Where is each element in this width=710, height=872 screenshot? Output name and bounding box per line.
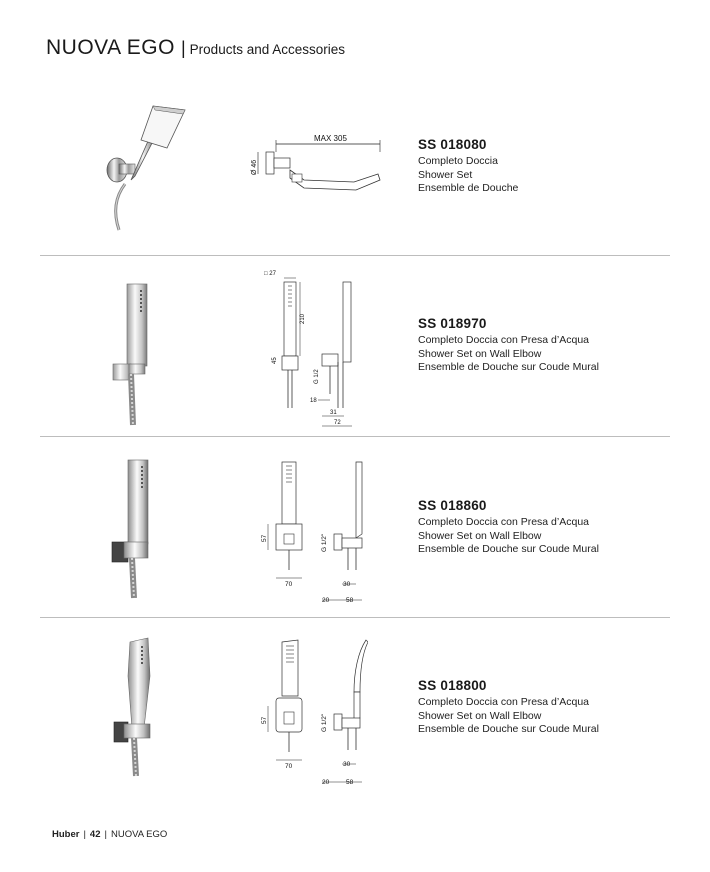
product-info-ss018970 — [418, 316, 599, 375]
product-info-ss018080 — [418, 137, 518, 196]
section-divider — [40, 255, 670, 256]
dim-c-label: 58 — [346, 779, 354, 786]
product-photo-ss018970 — [105, 282, 155, 427]
description-fr: Ensemble de Douche sur Coude Mural — [418, 361, 599, 373]
technical-drawing-ss018800 — [256, 636, 368, 788]
technical-drawing-ss018860 — [256, 458, 368, 606]
product-code: SS 018860 — [418, 498, 487, 513]
dim-square-label: □ 27 — [264, 271, 276, 277]
dim-height-label: 210 — [300, 313, 306, 324]
description-it: Completo Doccia — [418, 155, 498, 167]
footer-series: NUOVA EGO — [110, 829, 168, 840]
footer-separator: | — [83, 829, 86, 840]
description-fr: Ensemble de Douche sur Coude Mural — [418, 543, 599, 555]
dim-b-label: 31 — [330, 410, 337, 416]
page-footer — [52, 829, 167, 840]
dim-a-label: 18 — [310, 398, 317, 404]
description-en: Shower Set on Wall Elbow — [418, 529, 542, 542]
series-title: NUOVA EGO — [46, 36, 175, 59]
description-it: Completo Doccia con Presa d’Acqua — [418, 516, 590, 528]
page-header — [46, 36, 345, 60]
dim-height-label: 57 — [261, 534, 268, 542]
product-code: SS 018800 — [418, 678, 487, 693]
product-code: SS 018970 — [418, 316, 487, 331]
description-en: Shower Set — [418, 168, 473, 181]
dim-width-label: 70 — [285, 581, 293, 588]
description-it: Completo Doccia con Presa d’Acqua — [418, 696, 590, 708]
footer-separator: | — [104, 829, 107, 840]
dim-thread-label: G 1/2" — [321, 533, 328, 552]
page-number: 42 — [89, 829, 101, 840]
technical-drawing-ss018970 — [256, 266, 366, 432]
dim-thread-label: G 1/2" — [321, 713, 328, 732]
dim-height-label: 57 — [261, 716, 268, 724]
dim-max-label: MAX 305 — [314, 134, 347, 143]
dim-a-label: 30 — [343, 581, 351, 588]
footer-brand: Huber — [52, 829, 80, 840]
description-it: Completo Doccia con Presa d’Acqua — [418, 334, 590, 346]
product-photo-ss018080 — [95, 102, 195, 234]
dim-width-label: 45 — [272, 357, 278, 364]
dim-c-label: 72 — [334, 420, 341, 426]
description-en: Shower Set on Wall Elbow — [418, 709, 542, 722]
header-separator: | — [180, 38, 186, 58]
product-code: SS 018080 — [418, 137, 487, 152]
dim-a-label: 30 — [343, 761, 351, 768]
product-info-ss018860 — [418, 498, 599, 557]
description-en: Shower Set on Wall Elbow — [418, 347, 542, 360]
description-fr: Ensemble de Douche sur Coude Mural — [418, 723, 599, 735]
dim-thread-label: G 1/2 — [314, 369, 320, 384]
dim-b-label: 20 — [322, 597, 330, 604]
product-info-ss018800 — [418, 678, 599, 737]
product-photo-ss018800 — [108, 636, 160, 778]
dim-diameter-label: Ø 46 — [251, 159, 258, 175]
section-divider — [40, 617, 670, 618]
dim-c-label: 58 — [346, 597, 354, 604]
section-divider — [40, 436, 670, 437]
dim-width-label: 70 — [285, 763, 293, 770]
description-fr: Ensemble de Douche — [418, 182, 519, 194]
technical-drawing-ss018080 — [244, 130, 389, 200]
header-subtitle: Products and Accessories — [189, 42, 346, 57]
dim-b-label: 20 — [322, 779, 330, 786]
product-photo-ss018860 — [108, 458, 156, 600]
